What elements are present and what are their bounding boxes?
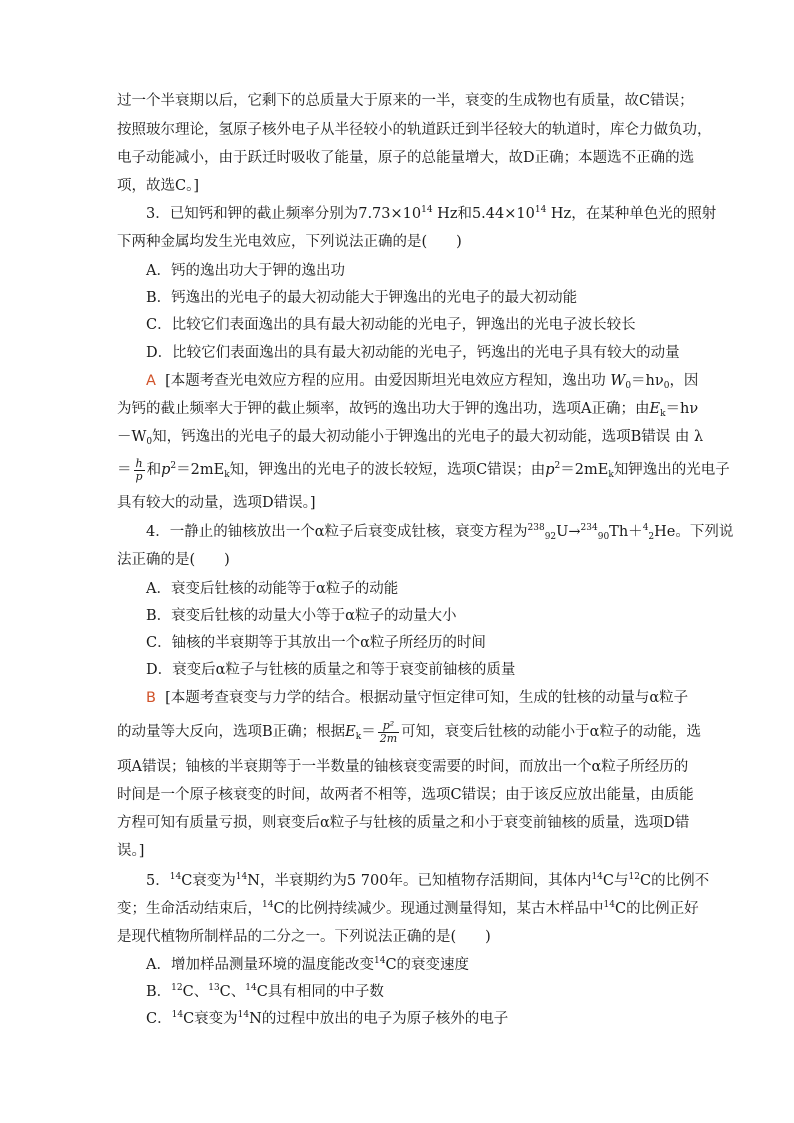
text-line: 项，故选C。] [117, 178, 200, 194]
answer-letter: B [146, 690, 156, 706]
option-c: C．比较它们表面逸出的具有最大初动能的光电子，钾逸出的光电子波长较长 [146, 317, 636, 333]
answer-explanation: 时间是一个原子核衰变的时间，故两者不相等，选项C错误；由于该反应放出能量，由质能 [117, 787, 694, 803]
text-line: 过一个半衰期以后，它剩下的总质量大于原来的一半，衰变的生成物也有质量，故C错误； [117, 93, 694, 109]
option-a: A．增加样品测量环境的温度能改变$^{14}$C的衰变速度 [146, 956, 470, 973]
answer-explanation: 方程可知有质量亏损，则衰变后α粒子与钍核的质量之和小于衰变前铀核的质量，选项D错 [117, 815, 690, 831]
answer-explanation: 为钙的截止频率大于钾的截止频率，故钙的逸出功大于钾的逸出功，选项A正确；由$E_k=h\nu$ [117, 401, 699, 419]
text-line: 电子动能减小，由于跃迁时吸收了能量，原子的总能量增大，故D正确；本题选不正确的选 [117, 150, 695, 166]
fraction: $\frac{\text{p²}}{2m}$ [379, 718, 398, 745]
option-a: A．衰变后钍核的动能等于α粒子的动能 [146, 581, 399, 597]
answer-explanation: 具有较大的动量，选项D错误。] [117, 495, 316, 511]
answer-explanation: A [本题考查光电效应方程的应用。由爱因斯坦光电效应方程知，逸出功 $W_0=h\nu_0$，因 [146, 373, 699, 391]
option-d: D．衰变后α粒子与钍核的质量之和等于衰变前铀核的质量 [146, 662, 516, 678]
question-5-stem: 是现代植物所制样品的二分之一。下列说法正确的是( ) [117, 929, 491, 945]
option-d: D．比较它们表面逸出的具有最大初动能的光电子，钙逸出的光电子具有较大的动量 [146, 345, 680, 361]
fraction: $\frac{h}{p}$ [135, 456, 143, 483]
question-4-stem: 4．一静止的铀核放出一个α粒子后衰变成钍核，衰变方程为$^{238}_{92}$U→$^{234}_{90}$Th＋$^4_2$He。下列说 [146, 523, 734, 542]
option-b: B．钙逸出的光电子的最大初动能大于钾逸出的光电子的最大初动能 [146, 290, 578, 306]
option-b: B．衰变后钍核的动量大小等于α粒子的动量大小 [146, 608, 457, 624]
answer-explanation: 的动量等大反向，选项B正确；根据$E_k=$ $\frac{\text{p²}}{2m}$ 可知，衰变后钍核的动能小于α粒子的动能，选 [117, 718, 701, 745]
question-5-stem: 5．$^{14}$C衰变为$^{14}$N，半衰期约为5 700年。已知植物存活期间，其体内$^{14}$C与$^{12}$C的比例不 [146, 872, 710, 889]
answer-letter: A [146, 373, 156, 389]
text-line: 按照玻尔理论，氢原子核外电子从半径较小的轨道跃迁到半径较大的轨道时，库仑力做负功， [117, 122, 712, 138]
answer-explanation: ＝ $\frac{h}{p}$ 和$p^2=2mE_k$知，钾逸出的光电子的波长较短，选项C错误；由$p^2=2mE_k$知钾逸出的光电子 [117, 456, 730, 483]
answer-explanation: 项A错误；铀核的半衰期等于一半数量的铀核衰变需要的时间，而放出一个α粒子所经历的 [117, 759, 689, 775]
question-4-stem: 法正确的是( ) [117, 552, 230, 568]
answer-explanation: B [本题考查衰变与力学的结合。根据动量守恒定律可知，生成的钍核的动量与α粒子 [146, 690, 689, 706]
question-3-stem: 3．已知钙和钾的截止频率分别为$7.73\times 10^{14}$ Hz和$5.44\times 10^{14}$ Hz，在某种单色光的照射 [146, 205, 717, 222]
question-3-stem: 下两种金属均发生光电效应，下列说法正确的是( ) [117, 234, 462, 250]
option-a: A．钙的逸出功大于钾的逸出功 [146, 263, 345, 279]
option-c: C．$^{14}$C衰变为$^{14}$N的过程中放出的电子为原子核外的电子 [146, 1010, 509, 1027]
question-5-stem: 变；生命活动结束后，$^{14}$C的比例持续减少。现通过测量得知，某古木样品中$^{14}$C的比例正好 [117, 900, 699, 917]
answer-explanation: $-W_0$知，钙逸出的光电子的最大初动能小于钾逸出的光电子的最大初动能，选项B错误 由 λ [117, 429, 704, 447]
answer-explanation: 误。] [117, 843, 145, 859]
option-c: C．铀核的半衰期等于其放出一个α粒子所经历的时间 [146, 635, 486, 651]
option-b: B．$^{12}$C、$^{13}$C、$^{14}$C具有相同的中子数 [146, 983, 384, 1000]
